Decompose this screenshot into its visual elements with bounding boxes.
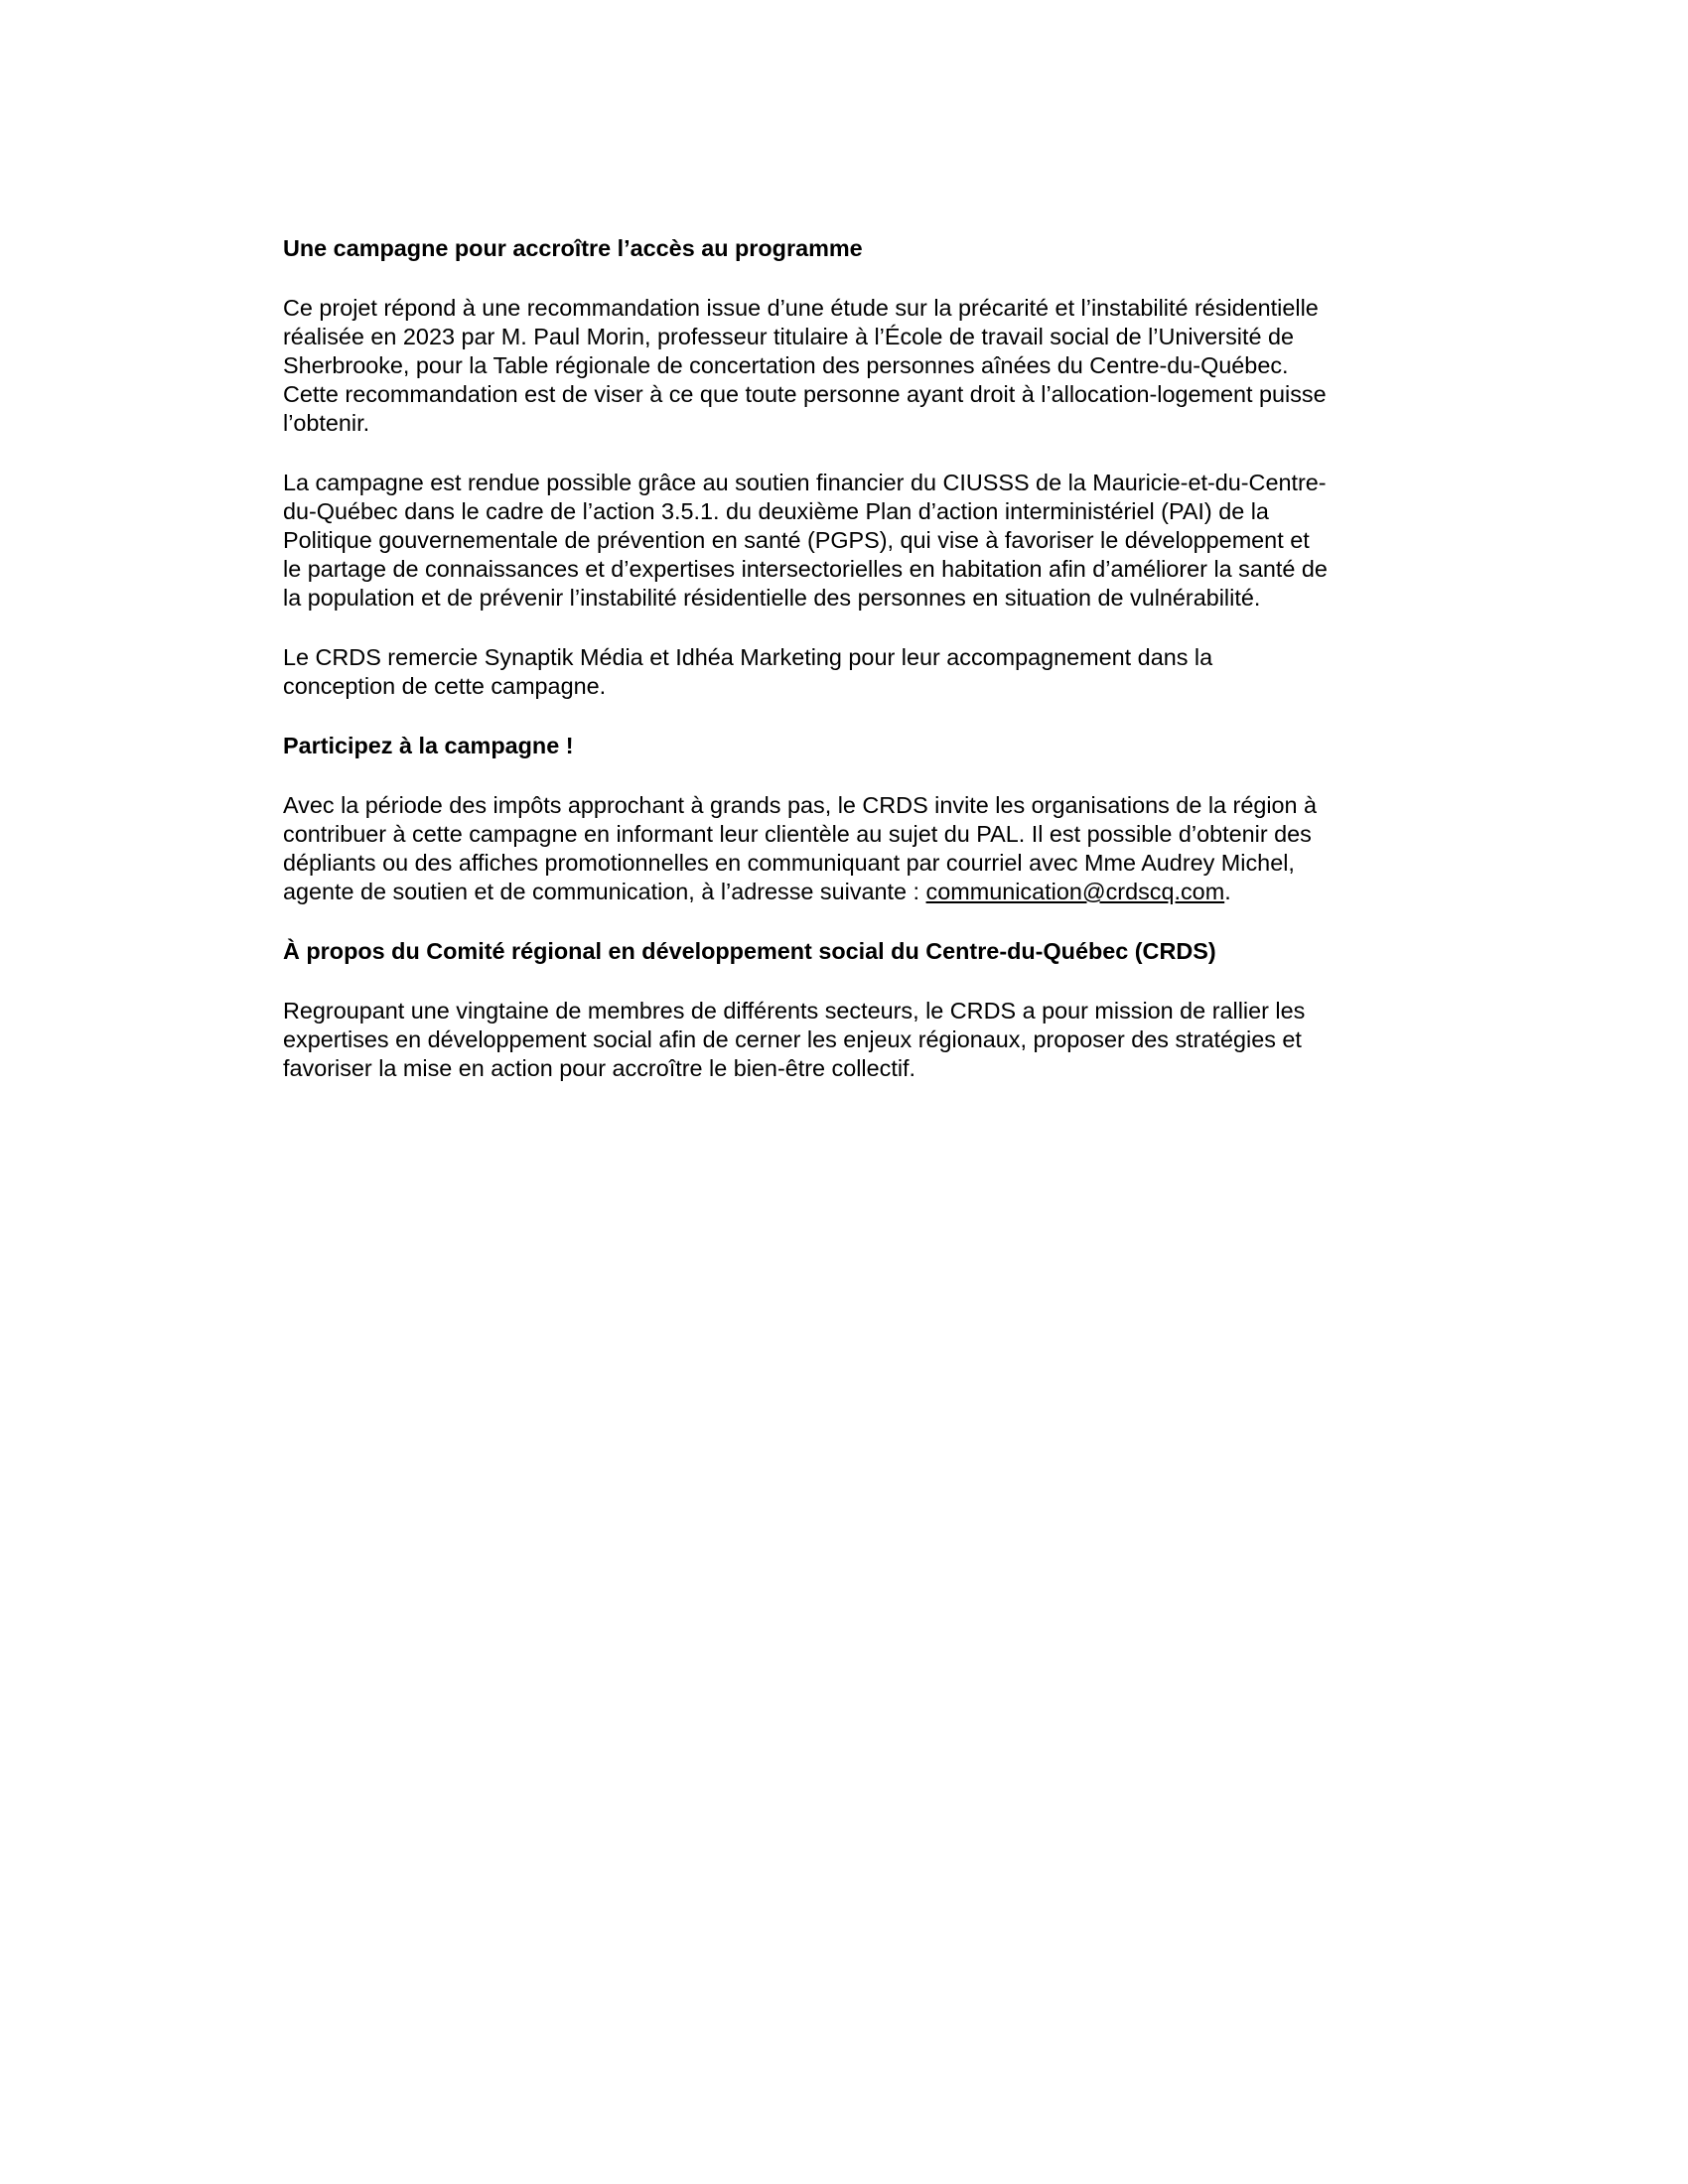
document-page <box>283 234 1410 1114</box>
text-line-with-email <box>283 878 1410 906</box>
text-line: Sherbrooke, pour la Table régionale de concertation des personnes aînées du Centre-du-Québec. <box>283 352 1289 378</box>
section-heading-participate: Participez à la campagne ! <box>283 733 574 758</box>
text-line: Le CRDS remercie Synaptik Média et Idhéa Marketing pour leur accompagnement dans la <box>283 644 1213 670</box>
text-line: réalisée en 2023 par M. Paul Morin, professeur titulaire à l’École de travail social de l’Université de <box>283 324 1294 349</box>
text-line: La campagne est rendue possible grâce au soutien financier du CIUSSS de la Mauricie-et-du-Centre- <box>283 470 1327 495</box>
text-line: l’obtenir. <box>283 410 370 436</box>
text-line: dépliants ou des affiches promotionnelles en communiquant par courriel avec Mme Audrey Michel, <box>283 850 1295 876</box>
email-line-prefix: agente de soutien et de communication, à l’adresse suivante : <box>283 879 926 904</box>
paragraph-thanks <box>283 643 1410 701</box>
paragraph-funding <box>283 469 1410 613</box>
text-line: Politique gouvernementale de prévention en santé (PGPS), qui vise à favoriser le développement et <box>283 527 1310 553</box>
text-line: conception de cette campagne. <box>283 673 607 699</box>
text-line: Ce projet répond à une recommandation issue d’une étude sur la précarité et l’instabilité résidentielle <box>283 295 1319 321</box>
section-heading-about: À propos du Comité régional en développement social du Centre-du-Québec (CRDS) <box>283 938 1216 964</box>
email-link[interactable]: communication@crdscq.com <box>925 879 1225 904</box>
email-line-suffix: . <box>1224 879 1231 904</box>
paragraph-about <box>283 997 1410 1083</box>
paragraph-project-origin <box>283 294 1410 438</box>
text-line: la population et de prévenir l’instabilité résidentielle des personnes en situation de vulnérabilité. <box>283 585 1261 611</box>
section-heading-campaign: Une campagne pour accroître l’accès au programme <box>283 235 863 261</box>
text-line: Regroupant une vingtaine de membres de différents secteurs, le CRDS a pour mission de rallier les <box>283 998 1306 1024</box>
text-line: Cette recommandation est de viser à ce que toute personne ayant droit à l’allocation-logement puisse <box>283 381 1327 407</box>
text-line: le partage de connaissances et d’expertises intersectorielles en habitation afin d’améliorer la santé de <box>283 556 1328 582</box>
paragraph-participate <box>283 791 1410 906</box>
text-line: contribuer à cette campagne en informant leur clientèle au sujet du PAL. Il est possible d’obtenir des <box>283 821 1312 847</box>
text-line: expertises en développement social afin de cerner les enjeux régionaux, proposer des stratégies et <box>283 1026 1302 1052</box>
text-line: du-Québec dans le cadre de l’action 3.5.1. du deuxième Plan d’action interministériel (PAI) de la <box>283 498 1269 524</box>
text-line: Avec la période des impôts approchant à grands pas, le CRDS invite les organisations de la région à <box>283 792 1318 818</box>
text-line: favoriser la mise en action pour accroître le bien-être collectif. <box>283 1055 916 1081</box>
